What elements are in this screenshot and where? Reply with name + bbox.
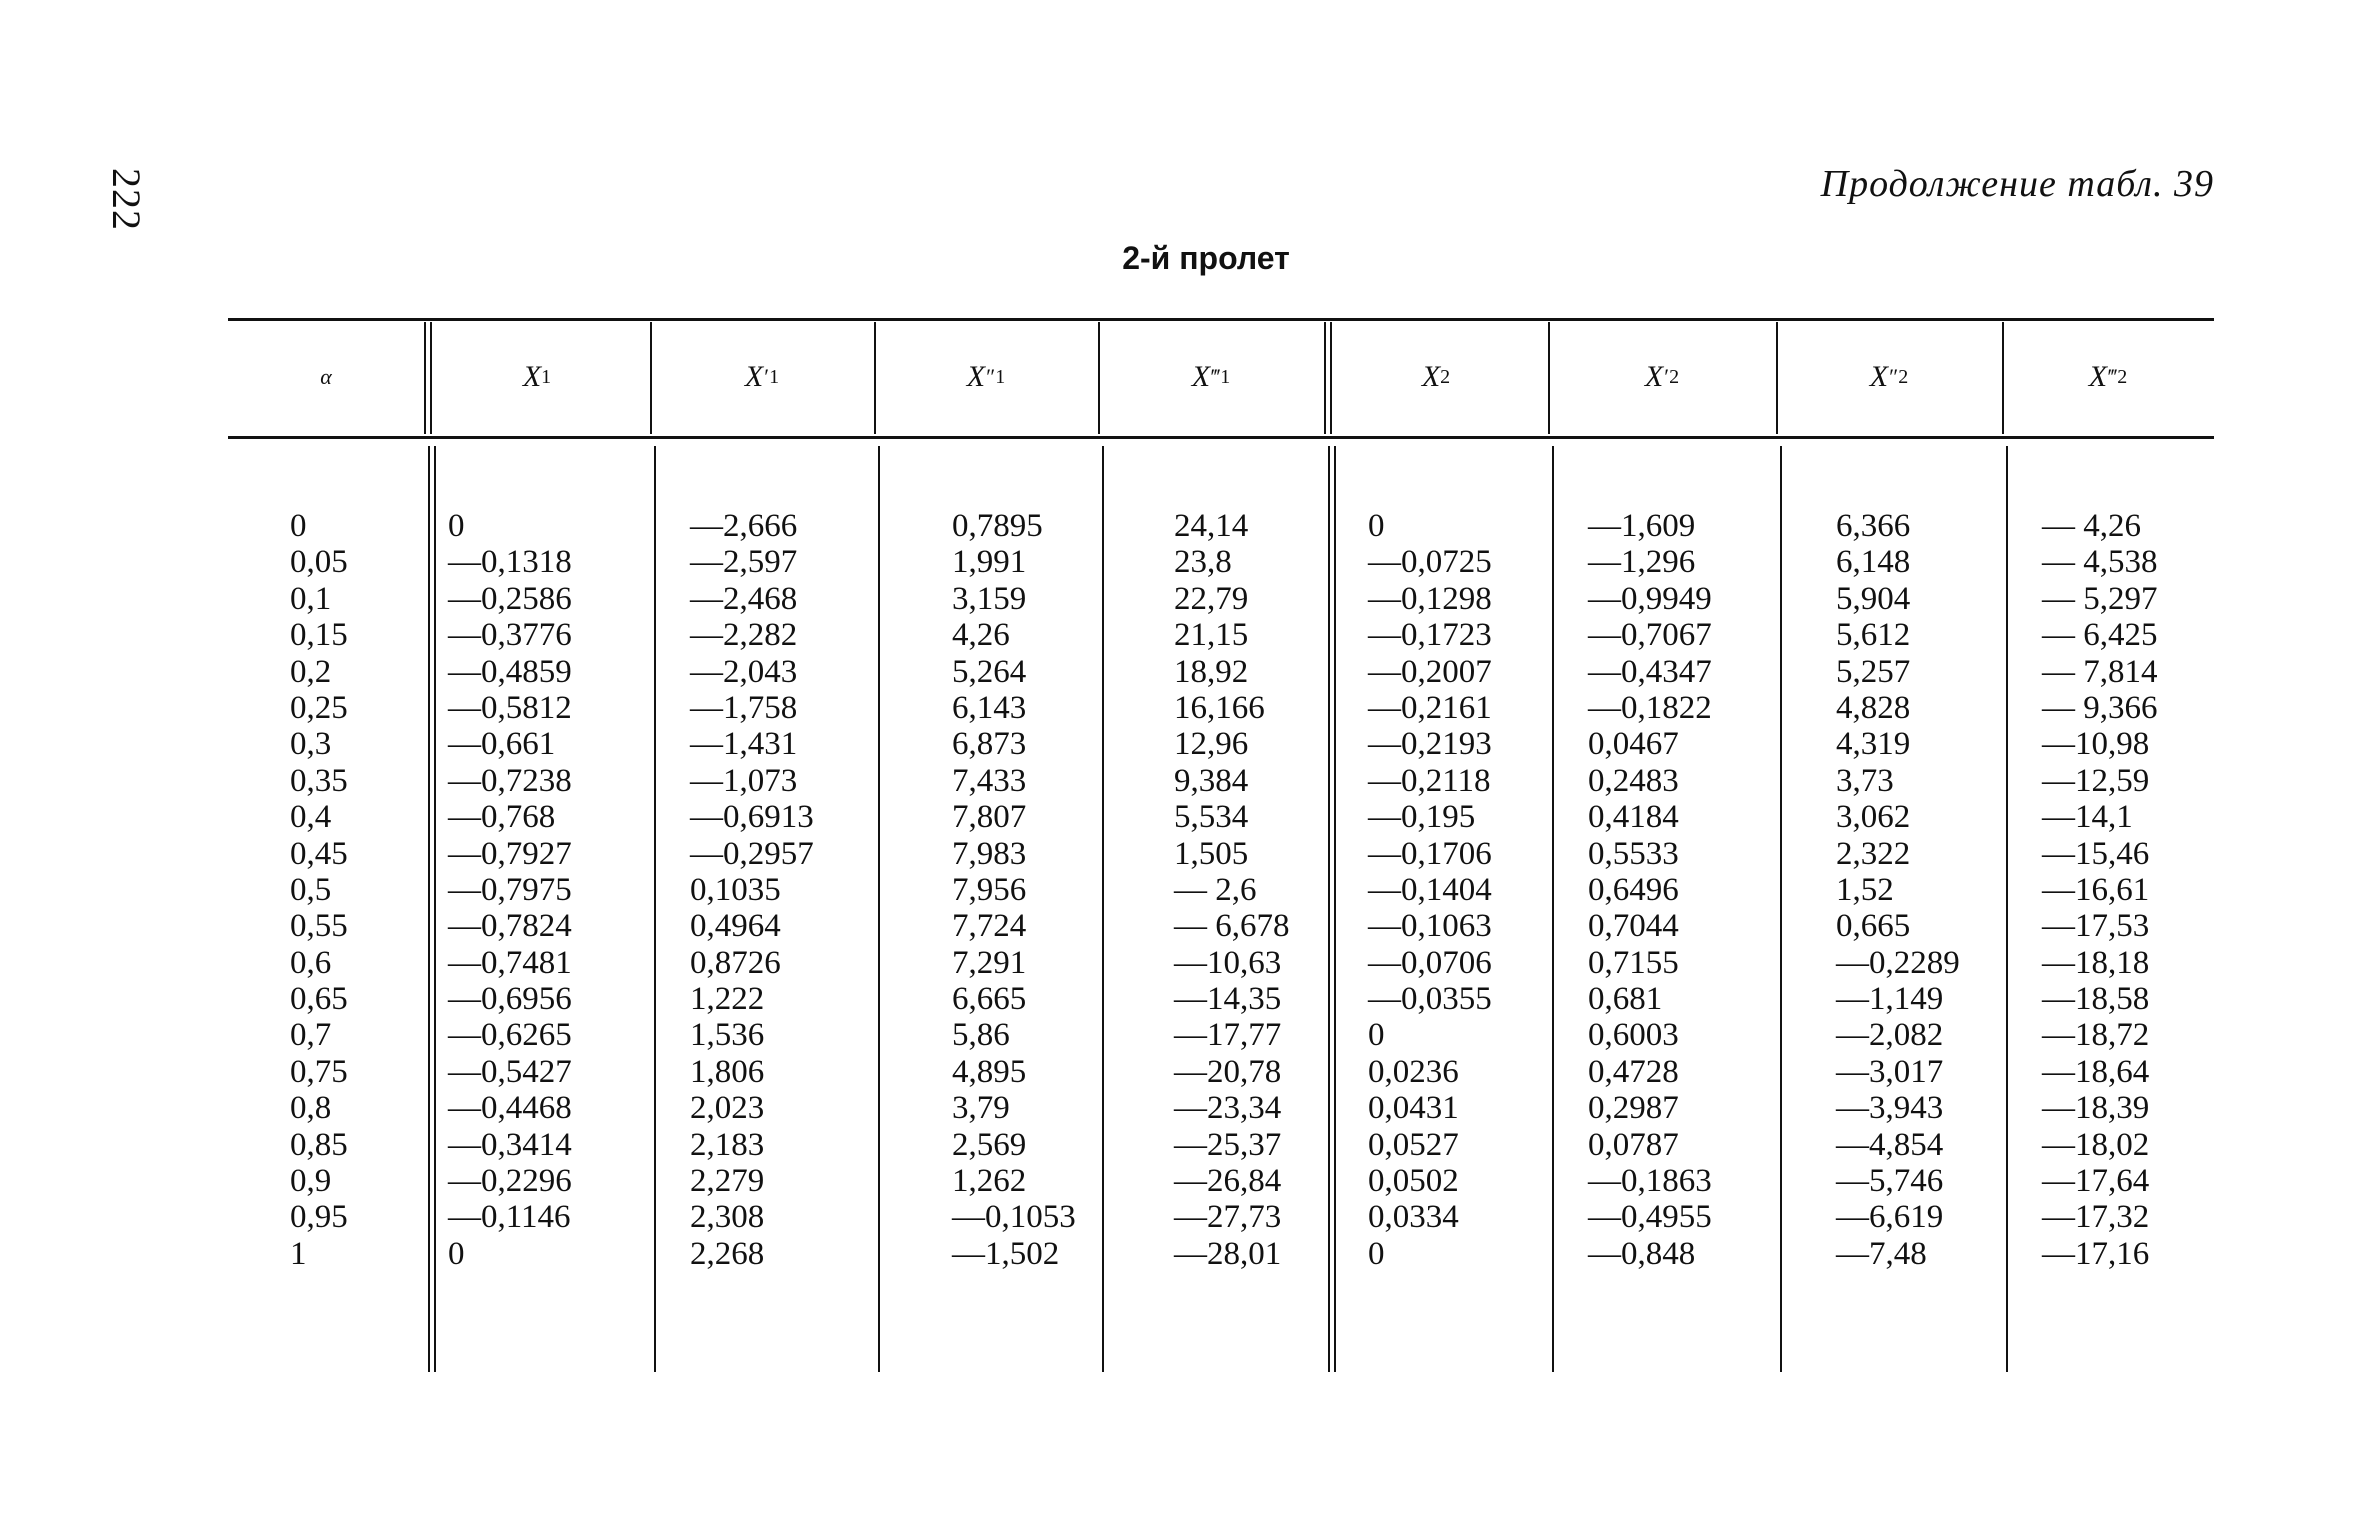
table-cell: —4,854 <box>1836 1126 1944 1163</box>
table-cell: 24,14 <box>1174 508 1249 544</box>
table-cell: 0,7044 <box>1588 908 1679 945</box>
table-cell: 2,183 <box>690 1126 765 1163</box>
table-cell: — 4,26 <box>2042 508 2141 544</box>
table-cell: 4,895 <box>952 1053 1027 1090</box>
table-cell: 0,1 <box>290 580 332 617</box>
header-x2 <box>1324 318 1548 436</box>
table-cell: 7,433 <box>952 762 1027 799</box>
header-x2-triple-prime <box>2002 318 2214 436</box>
table-cell: —3,943 <box>1836 1090 1944 1127</box>
table-cell: —0,2007 <box>1368 653 1492 690</box>
table-cell: 1,52 <box>1836 871 1894 908</box>
table-cell: 5,257 <box>1836 653 1911 690</box>
table-cell: 5,264 <box>952 653 1027 690</box>
table-cell: —18,18 <box>2042 944 2150 981</box>
table-cell: —0,6913 <box>690 799 814 836</box>
table-cell: 2,322 <box>1836 835 1911 872</box>
table-cell: 5,86 <box>952 1017 1010 1054</box>
header-x1-triple-prime <box>1098 318 1324 436</box>
table-cell: —2,468 <box>690 580 798 617</box>
table-cell: 0,6496 <box>1588 871 1679 908</box>
table-cell: 0,0527 <box>1368 1126 1459 1163</box>
table-cell: —1,149 <box>1836 981 1944 1018</box>
table-cell: 0,7 <box>290 1017 332 1054</box>
table-cell: —1,609 <box>1588 508 1696 544</box>
table-cell: —2,282 <box>690 617 798 654</box>
table-cell: —28,01 <box>1174 1235 1282 1272</box>
table-cell: 9,384 <box>1174 762 1249 799</box>
table-cell: —27,73 <box>1174 1199 1282 1236</box>
column-divider <box>1328 446 1330 1372</box>
table-cell: —26,84 <box>1174 1163 1282 1200</box>
table-cell: 0 <box>448 1235 465 1272</box>
table-cell: 0,15 <box>290 617 348 654</box>
column-alpha <box>290 508 348 1272</box>
table-cell: —0,7975 <box>448 871 572 908</box>
table-cell: 6,366 <box>1836 508 1911 544</box>
table-cell: —2,666 <box>690 508 798 544</box>
table-cell: 1,806 <box>690 1053 765 1090</box>
table-cell: —0,2957 <box>690 835 814 872</box>
table-cell: —1,296 <box>1588 544 1696 581</box>
table-cell: 2,569 <box>952 1126 1027 1163</box>
table-cell: —0,0355 <box>1368 981 1492 1018</box>
table-cell: 22,79 <box>1174 580 1249 617</box>
column-divider <box>428 446 430 1372</box>
table-cell: —0,1063 <box>1368 908 1492 945</box>
table-cell: —17,32 <box>2042 1199 2150 1236</box>
table-cell: 0,4728 <box>1588 1053 1679 1090</box>
header-symbol: X <box>744 360 764 393</box>
table-cell: 3,159 <box>952 580 1027 617</box>
table-cell: 0,8 <box>290 1090 332 1127</box>
table-cell: —0,1822 <box>1588 689 1712 726</box>
table-cell: —10,98 <box>2042 726 2150 763</box>
table-cell: —0,2586 <box>448 580 572 617</box>
header-symbol: α <box>320 364 332 389</box>
table-cell: —10,63 <box>1174 944 1282 981</box>
header-x2-double-prime <box>1776 318 2002 436</box>
column-divider <box>1334 446 1336 1372</box>
table-cell: 3,062 <box>1836 799 1911 836</box>
table-cell: 0 <box>1368 508 1385 544</box>
table-cell: 0,681 <box>1588 981 1663 1018</box>
table-cell: —0,1318 <box>448 544 572 581</box>
table-cell: — 5,297 <box>2042 580 2158 617</box>
header-subscript: 1 <box>769 365 780 388</box>
table-cell: —0,0725 <box>1368 544 1492 581</box>
table-cell: 0,4 <box>290 799 332 836</box>
header-subscript: 2 <box>1440 365 1451 388</box>
table-cell: —17,64 <box>2042 1163 2150 1200</box>
table-cell: —0,195 <box>1368 799 1476 836</box>
table-cell: 7,956 <box>952 871 1027 908</box>
header-prime-mark: ′ <box>1664 364 1670 389</box>
table-cell: 3,73 <box>1836 762 1894 799</box>
header-symbol: X <box>966 360 986 393</box>
header-x1 <box>424 318 650 436</box>
header-symbol: X <box>1191 360 1211 393</box>
header-symbol: X <box>1869 360 1889 393</box>
table-cell: —0,1298 <box>1368 580 1492 617</box>
table-cell: —1,758 <box>690 689 798 726</box>
table-cell: —16,61 <box>2042 871 2150 908</box>
column-x1-double-prime <box>952 508 1076 1272</box>
table-cell: —5,746 <box>1836 1163 1944 1200</box>
table-cell: 0,6 <box>290 944 332 981</box>
table-cell: —0,1723 <box>1368 617 1492 654</box>
table-cell: —1,073 <box>690 762 798 799</box>
table-cell: 0,5533 <box>1588 835 1679 872</box>
table-cell: —15,46 <box>2042 835 2150 872</box>
table-cell: —20,78 <box>1174 1053 1282 1090</box>
header-prime-mark: ‴ <box>1211 364 1221 389</box>
table-cell: —0,661 <box>448 726 556 763</box>
table-cell: —18,02 <box>2042 1126 2150 1163</box>
header-subscript: 2 <box>1898 365 1909 388</box>
table-continuation-caption: Продолжение табл. 39 <box>1820 163 2214 205</box>
table-cell: 0 <box>290 508 307 544</box>
table-cell: — 6,678 <box>1174 908 1290 945</box>
table-cell: —0,7067 <box>1588 617 1712 654</box>
table-cell: 0,0467 <box>1588 726 1679 763</box>
table-cell: 7,724 <box>952 908 1027 945</box>
header-prime-mark: ″ <box>1889 364 1899 389</box>
table-cell: —2,597 <box>690 544 798 581</box>
table-cell: 0,0334 <box>1368 1199 1459 1236</box>
table-cell: 0,0236 <box>1368 1053 1459 1090</box>
table-cell: 0,0431 <box>1368 1090 1459 1127</box>
table-cell: —0,7481 <box>448 944 572 981</box>
table-cell: — 9,366 <box>2042 689 2158 726</box>
header-subscript: 1 <box>1220 365 1231 388</box>
table-cell: 0,6003 <box>1588 1017 1679 1054</box>
table-cell: 1 <box>290 1235 307 1272</box>
table-cell: 6,873 <box>952 726 1027 763</box>
table-cell: —0,768 <box>448 799 556 836</box>
table-cell: 1,505 <box>1174 835 1249 872</box>
header-prime-mark: ″ <box>986 364 996 389</box>
table-cell: 0,75 <box>290 1053 348 1090</box>
table-cell: 0,7155 <box>1588 944 1679 981</box>
header-alpha <box>228 318 424 436</box>
table-cell: 6,148 <box>1836 544 1911 581</box>
table-cell: —0,848 <box>1588 1235 1696 1272</box>
table-cell: 2,023 <box>690 1090 765 1127</box>
column-x2-triple-prime <box>2042 508 2158 1272</box>
header-symbol: X <box>522 360 542 393</box>
table-cell: — 2,6 <box>1174 871 1257 908</box>
table-cell: 0 <box>1368 1235 1385 1272</box>
column-divider <box>1102 446 1104 1372</box>
table-cell: —1,431 <box>690 726 798 763</box>
table-cell: 0 <box>448 508 465 544</box>
header-x1-prime <box>650 318 874 436</box>
table-cell: 18,92 <box>1174 653 1249 690</box>
table-cell: 0,0502 <box>1368 1163 1459 1200</box>
table-cell: —17,53 <box>2042 908 2150 945</box>
table-cell: —23,34 <box>1174 1090 1282 1127</box>
table-cell: —0,6265 <box>448 1017 572 1054</box>
table-cell: —0,1706 <box>1368 835 1492 872</box>
table-cell: —25,37 <box>1174 1126 1282 1163</box>
header-subscript: 1 <box>541 365 552 388</box>
table-cell: —0,2296 <box>448 1163 572 1200</box>
table-cell: —18,58 <box>2042 981 2150 1018</box>
table-cell: 12,96 <box>1174 726 1249 763</box>
table-cell: 0,55 <box>290 908 348 945</box>
table-cell: —18,72 <box>2042 1017 2150 1054</box>
table-cell: 5,612 <box>1836 617 1911 654</box>
table-cell: —18,39 <box>2042 1090 2150 1127</box>
table-cell: 4,319 <box>1836 726 1911 763</box>
header-x1-double-prime <box>874 318 1098 436</box>
column-x2-double-prime <box>1836 508 1960 1272</box>
table-cell: —0,4347 <box>1588 653 1712 690</box>
table-cell: —0,7238 <box>448 762 572 799</box>
table-cell: 4,26 <box>952 617 1010 654</box>
table-cell: 0,5 <box>290 871 332 908</box>
table-cell: —17,16 <box>2042 1235 2150 1272</box>
table-cell: — 6,425 <box>2042 617 2158 654</box>
table-cell: — 7,814 <box>2042 653 2158 690</box>
table-cell: 5,904 <box>1836 580 1911 617</box>
header-subscript: 1 <box>995 365 1006 388</box>
table-cell: —0,1053 <box>952 1199 1076 1236</box>
table-cell: —6,619 <box>1836 1199 1944 1236</box>
table-cell: 1,222 <box>690 981 765 1018</box>
table-cell: —0,2118 <box>1368 762 1491 799</box>
table-cell: —0,0706 <box>1368 944 1492 981</box>
table-cell: 16,166 <box>1174 689 1265 726</box>
table-cell: —0,1404 <box>1368 871 1492 908</box>
table-cell: —14,1 <box>2042 799 2133 836</box>
table-cell: 0,05 <box>290 544 348 581</box>
table-cell: 2,268 <box>690 1235 765 1272</box>
column-x2-prime <box>1588 508 1712 1272</box>
table-cell: —0,4955 <box>1588 1199 1712 1236</box>
table-cell: — 4,538 <box>2042 544 2158 581</box>
table-cell: 2,308 <box>690 1199 765 1236</box>
header-prime-mark: ‴ <box>2108 364 2118 389</box>
table-cell: 0,85 <box>290 1126 348 1163</box>
table-cell: 1,536 <box>690 1017 765 1054</box>
page-number: 222 <box>104 168 149 231</box>
table-cell: —0,4859 <box>448 653 572 690</box>
table-cell: —7,48 <box>1836 1235 1927 1272</box>
header-bottom-rule <box>228 436 2214 439</box>
table-cell: 21,15 <box>1174 617 1249 654</box>
table-cell: 0,4184 <box>1588 799 1679 836</box>
table-cell: —1,502 <box>952 1235 1060 1272</box>
table-cell: 0,9 <box>290 1163 332 1200</box>
table-cell: 0,4964 <box>690 908 781 945</box>
table-cell: —0,2289 <box>1836 944 1960 981</box>
table-cell: 0,95 <box>290 1199 348 1236</box>
table-cell: 23,8 <box>1174 544 1232 581</box>
table-cell: 7,807 <box>952 799 1027 836</box>
header-symbol: X <box>1421 360 1441 393</box>
table-cell: —0,9949 <box>1588 580 1712 617</box>
table-cell: —0,3776 <box>448 617 572 654</box>
table-cell: —14,35 <box>1174 981 1282 1018</box>
table-cell: —0,5812 <box>448 689 572 726</box>
header-subscript: 2 <box>2117 365 2128 388</box>
header-symbol: X <box>2088 360 2108 393</box>
table-cell: 0,1035 <box>690 871 781 908</box>
column-divider <box>654 446 656 1372</box>
table-cell: —0,6956 <box>448 981 572 1018</box>
table-cell: —3,017 <box>1836 1053 1944 1090</box>
table-cell: 0,3 <box>290 726 332 763</box>
table-cell: 0,65 <box>290 981 348 1018</box>
table-cell: —2,082 <box>1836 1017 1944 1054</box>
column-x1-prime <box>690 508 814 1272</box>
table-cell: 0,2483 <box>1588 762 1679 799</box>
column-divider <box>2006 446 2008 1372</box>
table-cell: —0,7927 <box>448 835 572 872</box>
table-cell: —0,3414 <box>448 1126 572 1163</box>
table-cell: —2,043 <box>690 653 798 690</box>
column-x1-triple-prime <box>1174 508 1290 1272</box>
column-divider <box>434 446 436 1372</box>
table-cell: —0,7824 <box>448 908 572 945</box>
table-cell: —0,2193 <box>1368 726 1492 763</box>
table-cell: 0,0787 <box>1588 1126 1679 1163</box>
table-cell: 6,143 <box>952 689 1027 726</box>
column-divider <box>878 446 880 1372</box>
table-cell: 1,262 <box>952 1163 1027 1200</box>
column-x1 <box>448 508 572 1272</box>
table-cell: —0,1146 <box>448 1199 571 1236</box>
table-cell: —0,2161 <box>1368 689 1492 726</box>
table-cell: 7,291 <box>952 944 1027 981</box>
table-cell: 7,983 <box>952 835 1027 872</box>
header-prime-mark: ′ <box>764 364 770 389</box>
table-cell: 0,35 <box>290 762 348 799</box>
table-cell: —0,1863 <box>1588 1163 1712 1200</box>
table-cell: —17,77 <box>1174 1017 1282 1054</box>
header-subscript: 2 <box>1669 365 1680 388</box>
table-cell: —12,59 <box>2042 762 2150 799</box>
table-cell: 0,7895 <box>952 508 1043 544</box>
header-symbol: X <box>1644 360 1664 393</box>
data-table <box>228 318 2214 1372</box>
table-cell: 3,79 <box>952 1090 1010 1127</box>
table-cell: 4,828 <box>1836 689 1911 726</box>
table-cell: 5,534 <box>1174 799 1249 836</box>
table-cell: —0,5427 <box>448 1053 572 1090</box>
table-cell: 0,2987 <box>1588 1090 1679 1127</box>
span-title: 2-й пролет <box>1122 240 1290 276</box>
table-cell: —18,64 <box>2042 1053 2150 1090</box>
column-divider <box>1780 446 1782 1372</box>
table-cell: 0,8726 <box>690 944 781 981</box>
table-cell: 2,279 <box>690 1163 765 1200</box>
table-cell: 6,665 <box>952 981 1027 1018</box>
table-cell: 0,665 <box>1836 908 1911 945</box>
column-divider <box>1552 446 1554 1372</box>
header-x2-prime <box>1548 318 1776 436</box>
table-cell: 1,991 <box>952 544 1027 581</box>
table-cell: —0,4468 <box>448 1090 572 1127</box>
table-cell: 0,2 <box>290 653 332 690</box>
table-cell: 0,25 <box>290 689 348 726</box>
table-cell: 0,45 <box>290 835 348 872</box>
column-x2 <box>1368 508 1492 1272</box>
table-cell: 0 <box>1368 1017 1385 1054</box>
